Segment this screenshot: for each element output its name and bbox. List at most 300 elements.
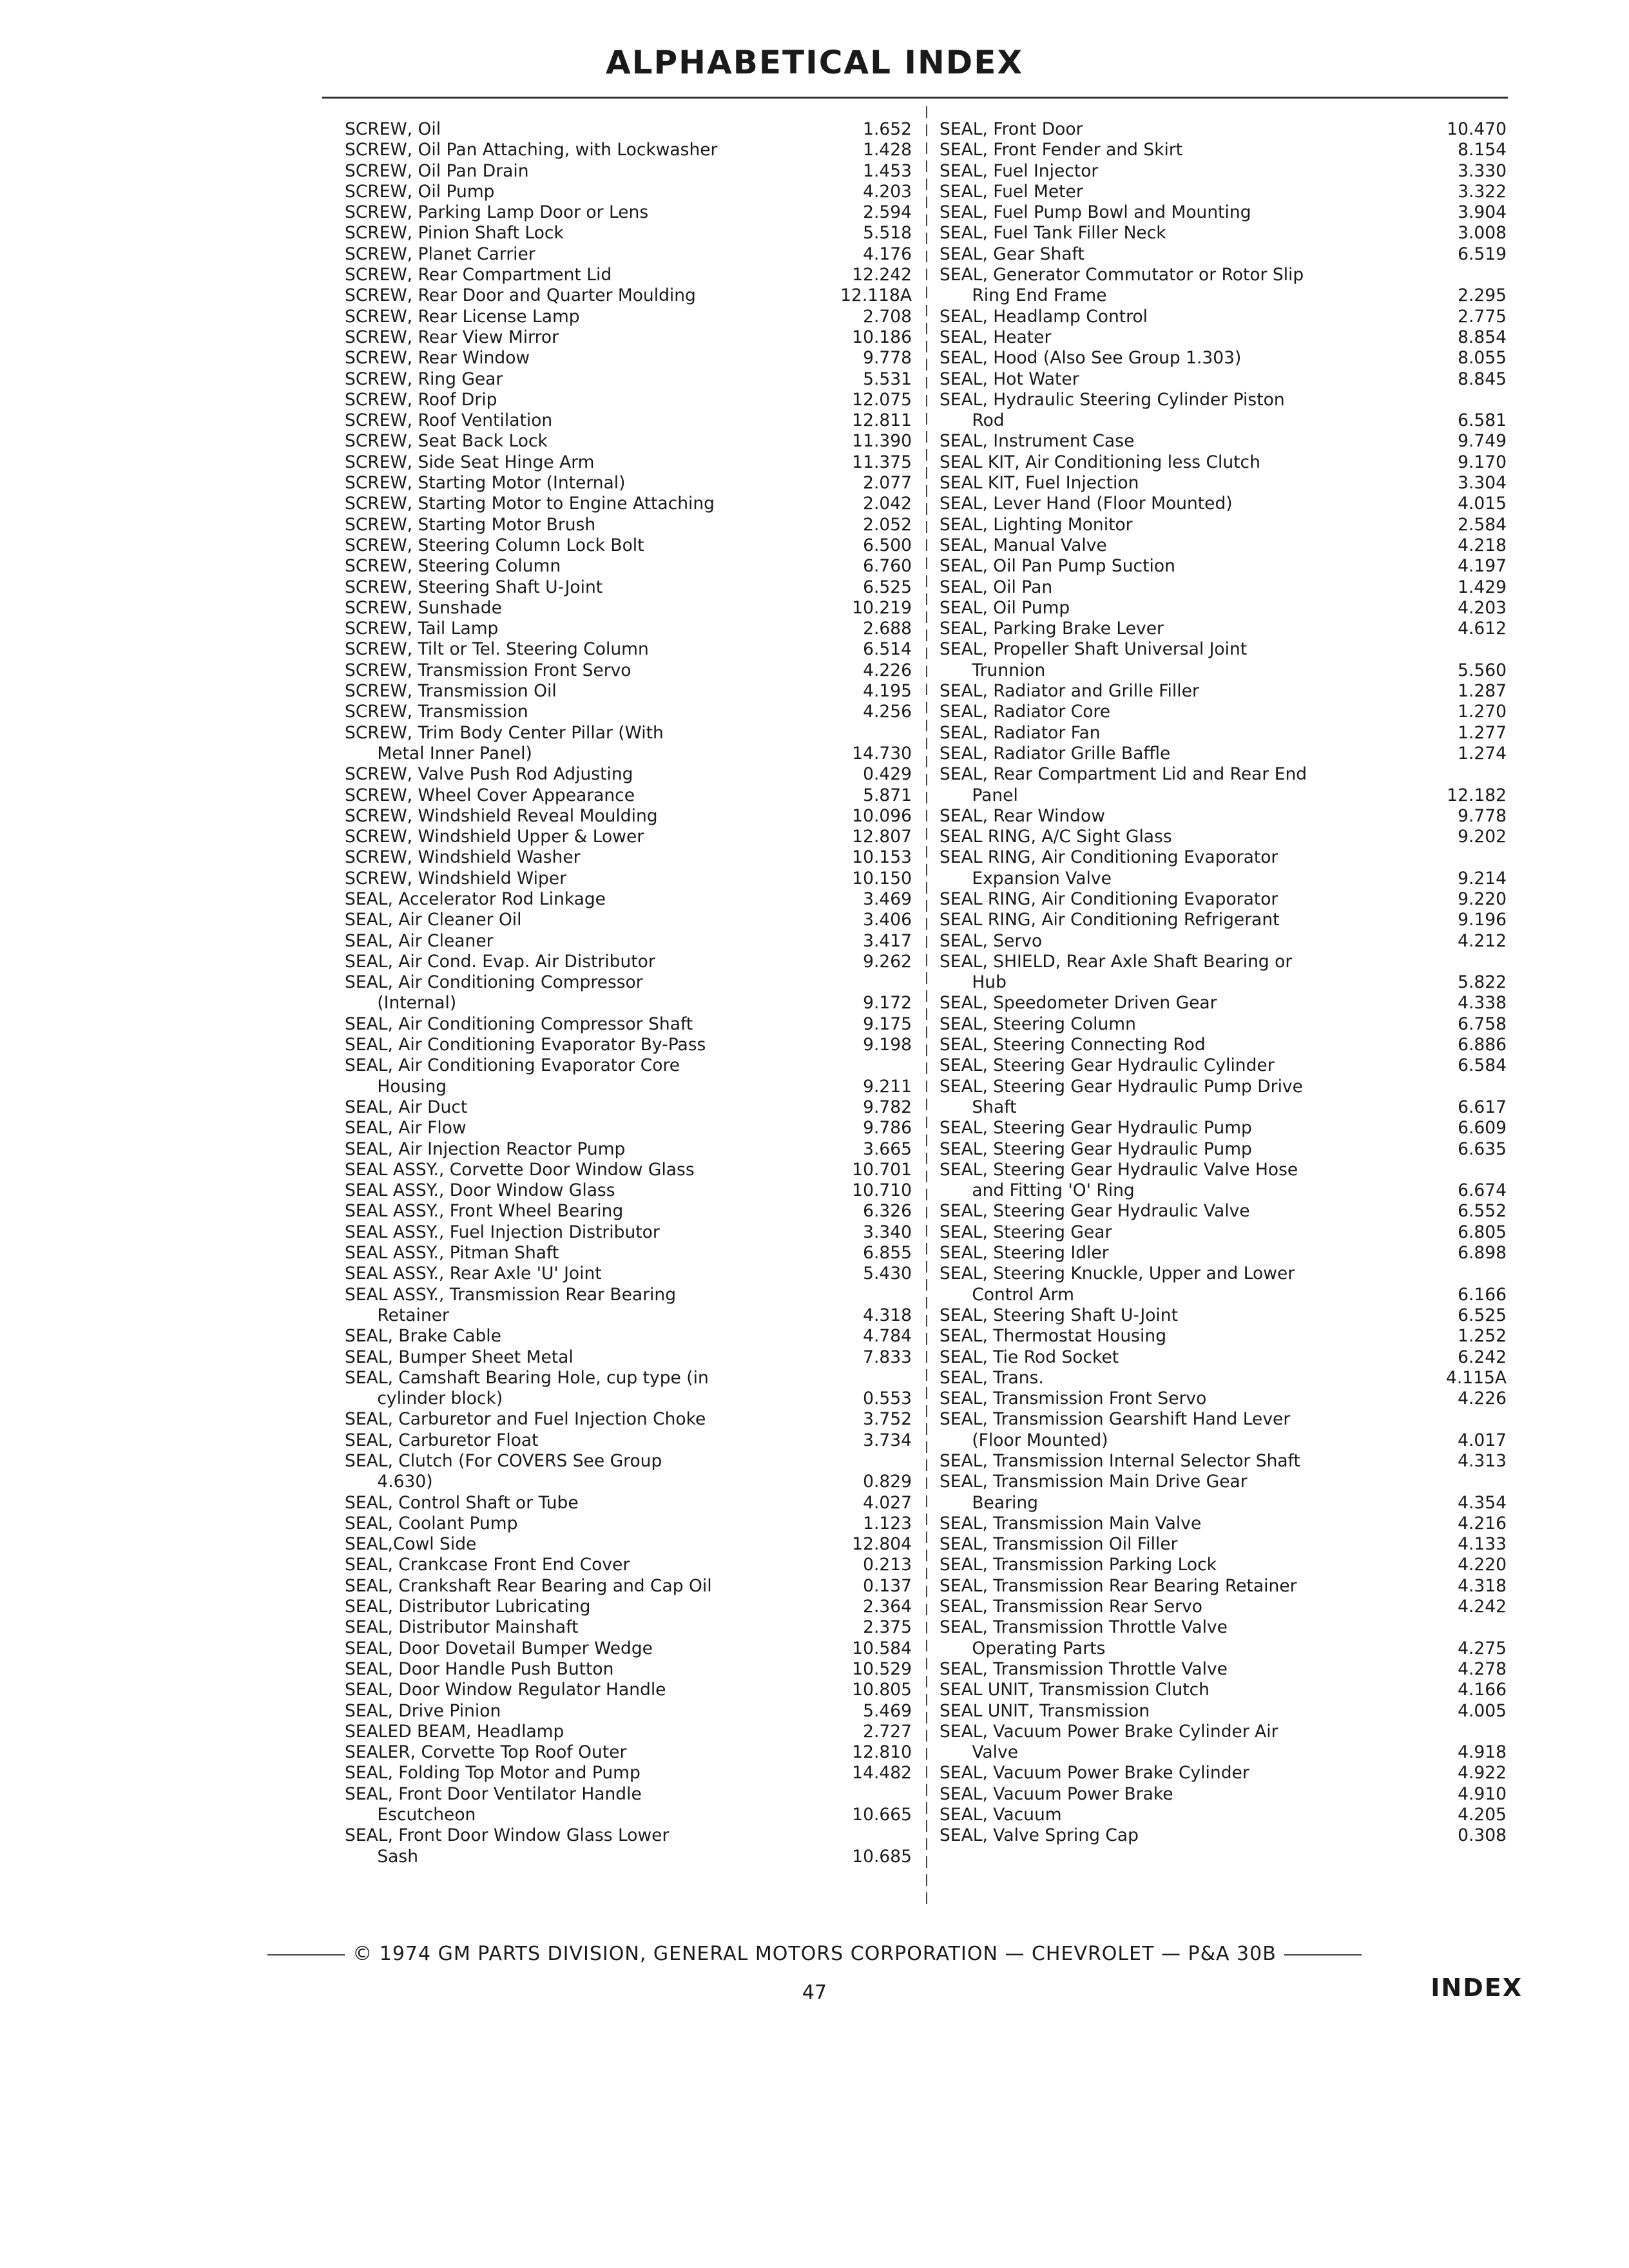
index-entry (345, 660, 912, 681)
entry-text: SEAL, Gear Shaft (940, 244, 1084, 264)
entry-text: SEAL, Air Conditioning Compressor (345, 972, 643, 993)
entry-text: SEAL, Steering Gear Hydraulic Valve (940, 1201, 1250, 1222)
index-entry (345, 473, 912, 494)
dot-leader (1141, 1826, 1438, 1847)
entry-reference: 5.822 (1458, 972, 1507, 993)
index-entry (345, 1326, 912, 1347)
entry-text: (Floor Mounted) (972, 1430, 1108, 1450)
entry-text: SEAL RING, Air Conditioning Refrigerant (940, 910, 1280, 930)
entry-reference: 6.514 (863, 639, 912, 660)
entry-text: SEAL, Front Door (940, 119, 1083, 139)
index-column-right (940, 119, 1507, 1847)
entry-reference: 9.202 (1458, 827, 1507, 847)
entry-reference: 1.252 (1458, 1326, 1507, 1347)
dot-leader (608, 889, 843, 910)
entry-reference: 1.652 (863, 119, 912, 139)
dot-leader (1300, 1576, 1438, 1597)
entry-reference: 4.195 (863, 681, 912, 702)
dot-leader (470, 1097, 843, 1118)
index-entry (940, 1639, 1507, 1659)
dot-leader (1202, 681, 1438, 702)
entry-text: Operating Parts (972, 1638, 1106, 1658)
entry-text: SEAL, Air Conditioning Compressor Shaft (345, 1014, 693, 1034)
index-entry (345, 1472, 912, 1492)
index-entry (940, 535, 1507, 556)
dot-leader (503, 1701, 843, 1722)
entry-text: SEAL, Parking Brake Lever (940, 619, 1164, 639)
entry-reference: 3.322 (1458, 181, 1507, 202)
dot-leader (1045, 931, 1438, 952)
dot-leader (1220, 994, 1438, 1014)
entry-reference: 6.242 (1458, 1347, 1507, 1367)
index-entry (940, 1326, 1507, 1347)
index-entry (345, 1555, 912, 1575)
entry-text: SEAL, Speedometer Driven Gear (940, 993, 1217, 1014)
entry-text: SCREW, Windshield Upper & Lower (345, 827, 644, 847)
dot-leader (525, 910, 843, 931)
entry-reference: 4.242 (1458, 1597, 1507, 1617)
entry-text: Rod (972, 410, 1005, 431)
dot-leader (561, 1243, 843, 1264)
dot-leader (647, 535, 843, 556)
dot-leader (629, 1742, 843, 1763)
entry-text: SCREW, Transmission (345, 702, 528, 722)
index-entry (345, 161, 912, 182)
entry-text: SEAL, Instrument Case (940, 431, 1135, 452)
index-entry (940, 1617, 1507, 1638)
entry-text: SCREW, Steering Column Lock Bolt (345, 535, 644, 555)
dot-leader (1255, 1139, 1438, 1160)
title-rule (322, 97, 1508, 99)
entry-reference: 10.186 (852, 327, 912, 347)
entry-text: SEAL, Distributor Lubricating (345, 1597, 591, 1617)
dot-leader (1114, 869, 1438, 889)
index-entry (345, 265, 912, 285)
entry-text: SEAL, Bumper Sheet Metal (345, 1347, 574, 1367)
entry-reference: 4.166 (1458, 1680, 1507, 1700)
dot-leader (443, 119, 843, 140)
entry-text: Sash (377, 1846, 419, 1867)
entry-reference: 4.218 (1458, 535, 1507, 555)
dot-leader (520, 1514, 843, 1534)
entry-reference: 6.609 (1458, 1118, 1507, 1139)
entry-text: SCREW, Wheel Cover Appearance (345, 785, 635, 805)
index-entry (345, 1742, 912, 1763)
index-entry (940, 639, 1507, 660)
index-entry (345, 1847, 912, 1867)
entry-text: SEAL, Servo (940, 930, 1043, 951)
entry-text: SEAL, Radiator Grille Baffle (940, 743, 1171, 764)
entry-text: SEAL, Front Door Window Glass Lower (345, 1825, 670, 1846)
entry-text: 4.630) (377, 1472, 433, 1492)
entry-reference: 10.153 (852, 847, 912, 868)
entry-text: SEAL, Transmission Internal Selector Shaft (940, 1451, 1300, 1471)
dot-leader (1113, 702, 1438, 723)
index-entry (345, 285, 912, 306)
entry-reference: 6.552 (1458, 1201, 1507, 1222)
index-entry (345, 390, 912, 410)
entry-text: SEAL, Fuel Pump Bowl and Mounting (940, 202, 1251, 223)
index-entry (940, 702, 1507, 722)
entry-reference: 1.277 (1458, 722, 1507, 743)
entry-reference: 12.807 (852, 827, 912, 847)
index-entry (940, 1784, 1507, 1805)
entry-text: SEAL, Transmission Main Drive Gear (940, 1472, 1248, 1492)
dot-leader (662, 1222, 843, 1243)
entry-reference: 6.166 (1458, 1284, 1507, 1305)
index-entry (940, 410, 1507, 431)
dot-leader (1175, 827, 1438, 847)
index-entry (940, 660, 1507, 681)
dot-leader (1176, 1784, 1438, 1805)
dot-leader (593, 1597, 843, 1617)
entry-text: SEAL, SHIELD, Rear Axle Shaft Bearing or (940, 951, 1293, 972)
dot-leader (655, 1639, 843, 1659)
index-entry (345, 847, 912, 868)
entry-text: SEAL, Front Fender and Skirt (940, 140, 1183, 160)
entry-reference: 9.175 (863, 1014, 912, 1034)
entry-text: SEAL, Transmission Rear Servo (940, 1597, 1202, 1617)
index-entry (345, 182, 912, 202)
entry-text: SEAL ASSY., Door Window Glass (345, 1180, 615, 1201)
index-entry (345, 515, 912, 535)
entry-reference: 3.406 (863, 910, 912, 930)
index-entry (345, 910, 912, 930)
entry-text: SEAL, Radiator and Grille Filler (940, 681, 1199, 702)
index-entry (940, 1825, 1507, 1846)
entry-text: SCREW, Rear Window (345, 348, 530, 369)
index-entry (940, 202, 1507, 223)
dot-leader (598, 515, 843, 535)
index-entry (940, 847, 1507, 868)
index-entry (345, 1409, 912, 1430)
index-entry (940, 452, 1507, 473)
entry-text: SEAL, Transmission Oil Filler (940, 1534, 1178, 1555)
entry-text: SEAL, Vacuum Power Brake Cylinder Air (940, 1721, 1278, 1742)
entry-reference: 2.077 (863, 473, 912, 494)
entry-text: SEALER, Corvette Top Roof Outer (345, 1742, 627, 1763)
entry-reference: 6.674 (1458, 1180, 1507, 1201)
dot-leader (1178, 557, 1438, 577)
entry-text: Expansion Valve (972, 868, 1112, 889)
index-entry (940, 1472, 1507, 1492)
index-entry (345, 1368, 912, 1389)
entry-text: SEAL, Front Door Ventilator Handle (345, 1783, 642, 1804)
entry-reference: 6.581 (1458, 410, 1507, 431)
dot-leader (1046, 1368, 1438, 1389)
dot-leader (561, 327, 843, 348)
index-entry (940, 1035, 1507, 1055)
entry-reference: 4.005 (1458, 1700, 1507, 1721)
dot-leader (1077, 1285, 1438, 1305)
entry-text: SCREW, Rear License Lamp (345, 306, 580, 327)
entry-text: SEAL, Distributor Mainshaft (345, 1617, 579, 1638)
index-entry (345, 1722, 912, 1742)
dot-leader (1208, 1035, 1438, 1055)
index-entry (345, 223, 912, 244)
dot-leader (1054, 327, 1438, 348)
dot-leader (505, 1389, 843, 1409)
index-entry (940, 390, 1507, 410)
dot-leader (449, 1077, 843, 1097)
dot-leader (1212, 1680, 1438, 1701)
entry-text: SCREW, Oil (345, 119, 441, 139)
entry-text: SEAL, Trans. (940, 1367, 1044, 1388)
dot-leader (699, 286, 836, 307)
index-entry (345, 1784, 912, 1805)
entry-text: SEAL, Fuel Meter (940, 181, 1083, 202)
entry-reference: 9.778 (1458, 805, 1507, 826)
index-entry (345, 952, 912, 972)
index-entry (345, 1201, 912, 1222)
dot-leader (697, 1160, 843, 1180)
dot-leader (604, 1264, 843, 1285)
copyright-text: © 1974 GM PARTS DIVISION, GENERAL MOTORS CORPORATION — CHEVROLET — P&A 30B (352, 1943, 1277, 1965)
index-entry (345, 1451, 912, 1472)
entry-reference: 8.854 (1458, 327, 1507, 347)
index-entry (345, 1430, 912, 1451)
index-entry (345, 1763, 912, 1783)
entry-text: SCREW, Starting Motor Brush (345, 514, 596, 535)
entry-reference: 4.256 (863, 702, 912, 722)
dot-leader (1087, 244, 1438, 265)
entry-text: SEALED BEAM, Headlamp (345, 1721, 564, 1742)
entry-text: SEAL, Heater (940, 327, 1052, 347)
index-entry (940, 931, 1507, 952)
entry-reference: 3.665 (863, 1139, 912, 1159)
index-entry (345, 1617, 912, 1638)
entry-text: SEAL,Cowl Side (345, 1534, 477, 1555)
dot-leader (634, 660, 843, 681)
entry-text: SEAL, Steering Knuckle, Upper and Lower (940, 1264, 1295, 1284)
dot-leader (532, 349, 843, 369)
entry-text: SCREW, Windshield Wiper (345, 868, 567, 889)
entry-text: SEAL, Transmission Rear Bearing Retainer (940, 1575, 1297, 1596)
index-entry (345, 327, 912, 348)
dot-leader (605, 577, 843, 598)
column-divider (926, 106, 927, 1907)
dot-leader (1139, 1014, 1438, 1035)
entry-reference: 10.529 (852, 1658, 912, 1679)
dot-leader (479, 1534, 843, 1555)
dot-leader (658, 952, 843, 972)
entry-text: SCREW, Valve Push Rod Adjusting (345, 764, 633, 785)
index-entry (345, 1805, 912, 1825)
index-entry (940, 473, 1507, 494)
dot-leader (1108, 1639, 1438, 1659)
entry-text: SEAL, Clutch (For COVERS See Group (345, 1451, 662, 1471)
entry-reference: 4.027 (863, 1492, 912, 1513)
index-entry (345, 202, 912, 223)
index-entry (345, 764, 912, 785)
entry-text: SEAL, Steering Gear Hydraulic Pump (940, 1139, 1252, 1159)
entry-reference: 4.278 (1458, 1658, 1507, 1679)
index-entry (940, 307, 1507, 327)
entry-reference: 9.170 (1458, 452, 1507, 472)
entry-text: SEAL, Coolant Pump (345, 1513, 518, 1533)
dot-leader (708, 1035, 843, 1055)
entry-text: SCREW, Rear View Mirror (345, 327, 559, 347)
entry-text: SEAL, Hydraulic Steering Cylinder Piston (940, 389, 1285, 410)
entry-text: SCREW, Pinion Shaft Lock (345, 223, 564, 244)
entry-reference: 4.203 (863, 181, 912, 202)
entry-text: SEAL KIT, Air Conditioning less Clutch (940, 452, 1260, 472)
index-entry (345, 993, 912, 1014)
entry-reference: 12.804 (852, 1534, 912, 1555)
entry-text: SEAL, Oil Pan (940, 577, 1053, 597)
entry-reference: 9.220 (1458, 889, 1507, 909)
entry-reference: 9.211 (863, 1076, 912, 1097)
entry-text: Valve (972, 1742, 1019, 1763)
entry-reference: 4.017 (1458, 1430, 1507, 1450)
dot-leader (646, 827, 843, 847)
index-entry (345, 1639, 912, 1659)
dot-leader (618, 1180, 843, 1201)
dot-leader (550, 432, 843, 452)
entry-reference: 2.042 (863, 494, 912, 514)
entry-reference: 6.635 (1458, 1139, 1507, 1159)
entry-text: SCREW, Windshield Reveal Moulding (345, 805, 658, 826)
entry-text: SEAL, Hot Water (940, 369, 1079, 389)
index-entry (940, 1347, 1507, 1368)
entry-reference: 8.845 (1458, 369, 1507, 389)
entry-reference: 4.205 (1458, 1805, 1507, 1825)
index-entry (940, 723, 1507, 744)
index-entry (940, 1680, 1507, 1700)
index-entry (345, 1160, 912, 1180)
index-entry (345, 639, 912, 660)
index-entry (940, 806, 1507, 827)
entry-reference: 10.701 (852, 1159, 912, 1180)
index-entry (940, 1701, 1507, 1722)
index-entry (940, 223, 1507, 244)
index-entry (345, 1264, 912, 1284)
entry-text: SCREW, Rear Door and Quarter Moulding (345, 285, 696, 306)
entry-reference: 10.710 (852, 1180, 912, 1201)
entry-reference: 9.198 (863, 1035, 912, 1055)
entry-text: SCREW, Ring Gear (345, 369, 503, 389)
dot-leader (635, 765, 843, 785)
entry-reference: 10.150 (852, 868, 912, 889)
index-entry (940, 1264, 1507, 1284)
entry-reference: 6.758 (1458, 1014, 1507, 1034)
dot-leader (628, 473, 843, 494)
entry-reference: 4.318 (863, 1305, 912, 1325)
index-entry (940, 285, 1507, 306)
index-entry (345, 140, 912, 160)
dot-leader (1169, 1327, 1438, 1347)
entry-text: SEAL, Air Conditioning Evaporator By-Pass (345, 1035, 706, 1055)
index-entry (940, 327, 1507, 348)
index-entry (940, 1430, 1507, 1451)
dot-leader (1135, 515, 1438, 535)
entry-reference: 4.133 (1458, 1534, 1507, 1555)
index-entry (345, 619, 912, 639)
entry-reference: 6.326 (863, 1201, 912, 1222)
entry-reference: 4.354 (1458, 1492, 1507, 1513)
entry-reference: 0.213 (863, 1555, 912, 1575)
entry-reference: 14.730 (852, 743, 912, 764)
index-entry (940, 1493, 1507, 1514)
entry-text: SEAL, Drive Pinion (345, 1700, 501, 1721)
index-entry (345, 1389, 912, 1409)
dot-leader (541, 1430, 843, 1451)
index-entry (940, 910, 1507, 930)
index-entry (345, 1347, 912, 1368)
entry-reference: 10.470 (1447, 119, 1507, 139)
entry-reference: 2.295 (1458, 285, 1507, 306)
entry-reference: 4.275 (1458, 1638, 1507, 1658)
entry-text: SEAL, Crankcase Front End Cover (345, 1555, 630, 1575)
dot-leader (1021, 785, 1438, 806)
entry-text: SEAL UNIT, Transmission Clutch (940, 1680, 1210, 1700)
index-entry (940, 681, 1507, 702)
entry-reference: 4.115A (1446, 1367, 1507, 1388)
entry-text: SEAL, Air Duct (345, 1097, 468, 1117)
dot-leader (1152, 1701, 1438, 1722)
index-entry (940, 952, 1507, 972)
entry-reference: 12.810 (852, 1742, 912, 1763)
index-entry (940, 556, 1507, 577)
index-entry (940, 1742, 1507, 1763)
index-entry (345, 1514, 912, 1534)
entry-text: SEAL ASSY., Rear Axle 'U' Joint (345, 1264, 602, 1284)
entry-text: SEAL, Door Window Regulator Handle (345, 1680, 666, 1700)
dot-leader (1303, 1451, 1438, 1472)
entry-text: Trunnion (972, 660, 1046, 680)
dot-leader (1166, 619, 1438, 639)
index-entry (345, 556, 912, 577)
dot-leader (1204, 1514, 1438, 1534)
entry-text: SEAL, Vacuum (940, 1805, 1062, 1825)
index-entry (345, 1139, 912, 1160)
entry-text: SEAL, Steering Shaft U-Joint (940, 1305, 1178, 1325)
entry-reference: 5.430 (863, 1264, 912, 1284)
index-entry (345, 1097, 912, 1118)
entry-reference: 0.308 (1458, 1825, 1507, 1846)
index-entry (345, 1305, 912, 1326)
index-entry (345, 1118, 912, 1139)
page-number: 47 (802, 1981, 827, 2004)
dot-leader (1086, 182, 1438, 202)
index-entry (940, 140, 1507, 160)
entry-reference: 14.482 (852, 1763, 912, 1783)
entry-text: SEAL, Valve Spring Cap (940, 1825, 1139, 1846)
dot-leader (1181, 1305, 1438, 1326)
dot-leader (469, 1119, 843, 1139)
index-entry (940, 1243, 1507, 1264)
index-entry (940, 1180, 1507, 1201)
index-entry (345, 1077, 912, 1097)
dot-leader (695, 1014, 843, 1035)
entry-text: SCREW, Side Seat Hinge Arm (345, 452, 595, 472)
dot-leader (1169, 224, 1438, 244)
index-entry (940, 369, 1507, 390)
dot-leader (1254, 202, 1438, 223)
index-entry (345, 1597, 912, 1617)
index-entry (940, 1576, 1507, 1597)
dot-leader (1103, 723, 1438, 744)
dot-leader (651, 640, 843, 660)
index-entry (345, 972, 912, 993)
dot-leader (715, 1576, 843, 1597)
dot-leader (566, 1722, 843, 1742)
entry-text: SCREW, Parking Lamp Door or Lens (345, 202, 649, 223)
page-title: ALPHABETICAL INDEX (605, 44, 1024, 81)
entry-text: SEAL, Hood (Also See Group 1.303) (940, 348, 1242, 369)
entry-reference: 5.560 (1458, 660, 1507, 680)
entry-reference: 9.262 (863, 951, 912, 972)
